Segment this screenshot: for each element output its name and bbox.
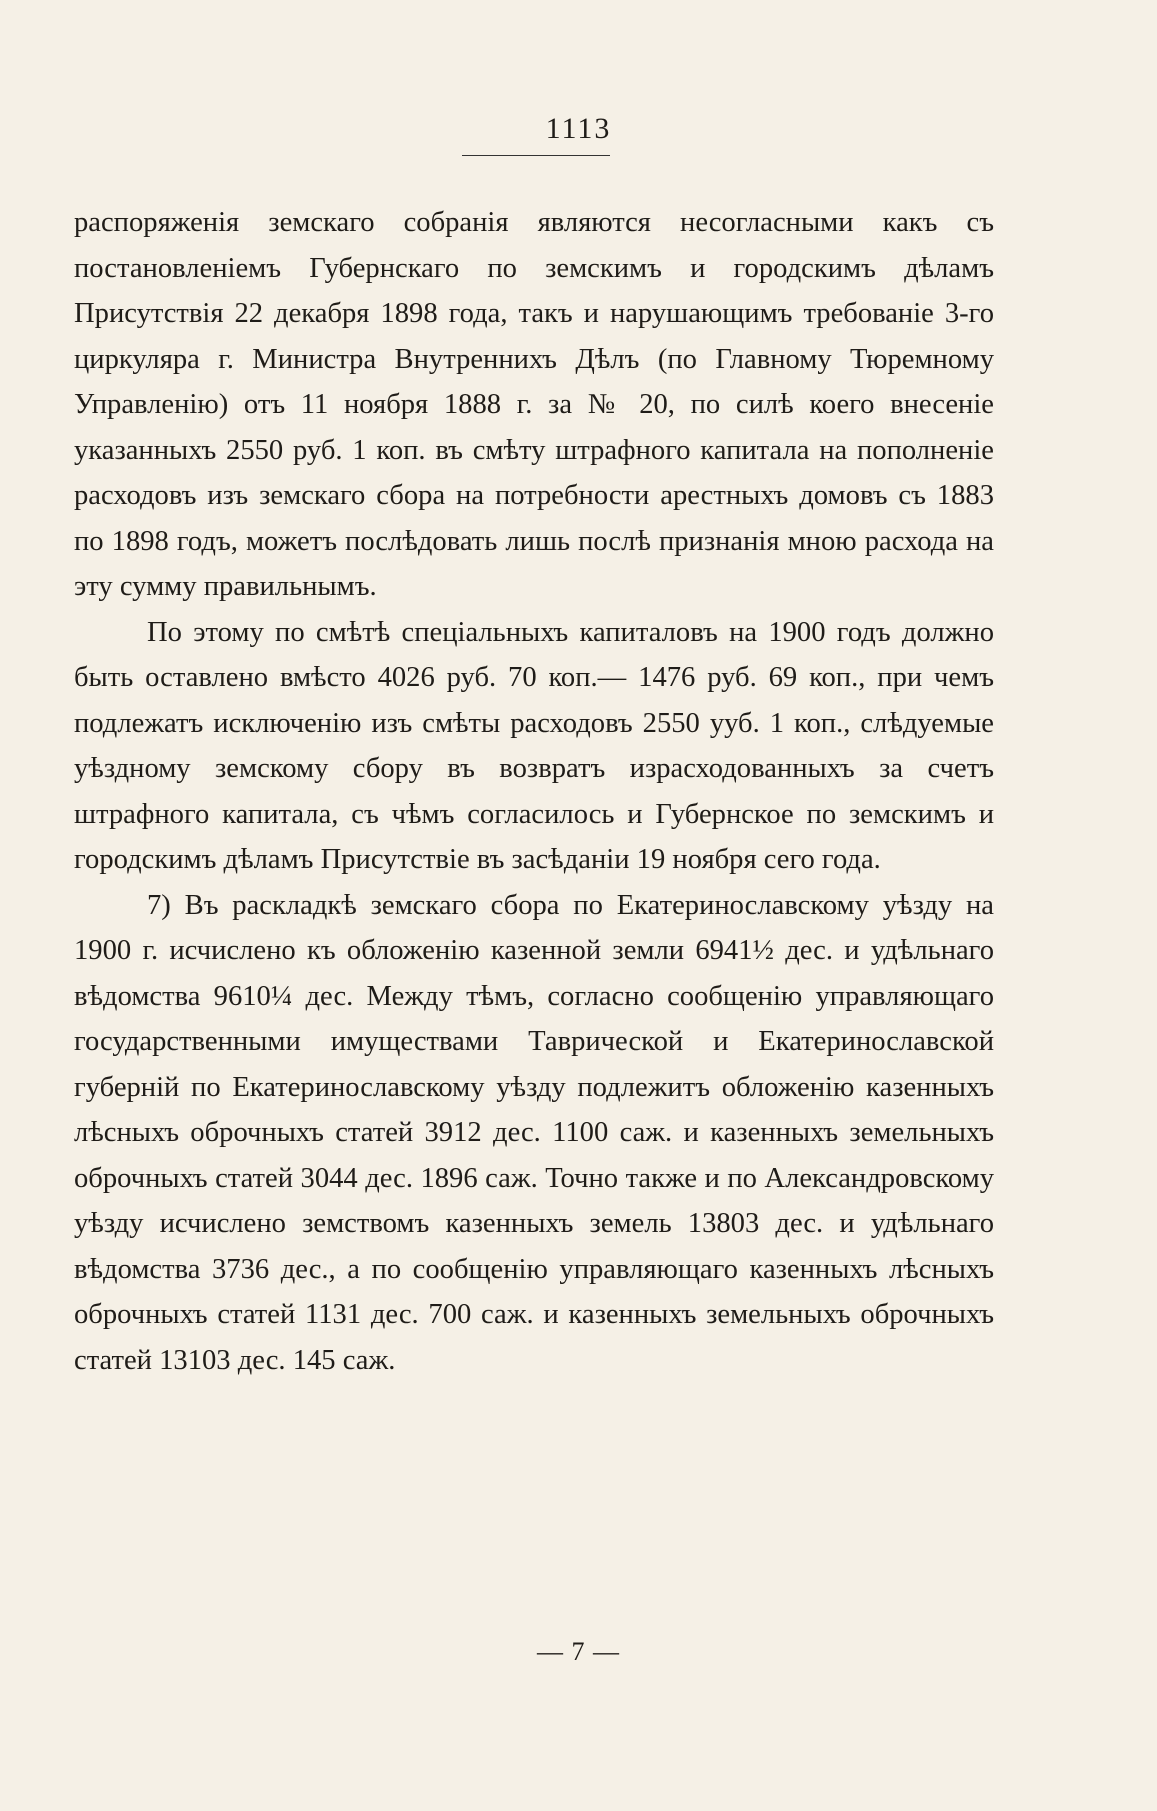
header-rule [462,155,610,156]
body-text [74,200,994,1383]
page-number: 1113 [545,112,612,145]
paragraph: По этому по смѣтѣ спеціальныхъ капиталовъ на 1900 годъ должно быть оставлено вмѣсто 4026 руб. 70 коп.— 1476 руб. 69 коп., при чемъ подлежатъ исключенію изъ смѣты расходовъ 2550 ууб. 1 коп., слѣдуемые уѣздному земскому сбору въ возвратъ израсходованныхъ за счетъ штрафного капитала, съ чѣмъ согласилось и Губернское по земскимъ и городскимъ дѣламъ Присутствіе въ засѣданіи 19 ноября сего года. [74,616,994,875]
paragraph: 7) Въ раскладкѣ земскаго сбора по Екатеринославскому уѣзду на 1900 г. исчислено къ обложенію казенной земли 6941½ дес. и удѣльнаго вѣдомства 9610¼ дес. Между тѣмъ, согласно сообщенію управляющаго государственными имуществами Таврической и Екатеринославской губерній по Екатеринославскому уѣзду подлежитъ обложенію казенныхъ лѣсныхъ оброчныхъ статей 3912 дес. 1100 саж. и казенныхъ земельныхъ оброчныхъ статей 3044 дес. 1896 саж. Точно также и по Александровскому уѣзду исчислено земствомъ казенныхъ земель 13803 дес. и удѣльнаго вѣдомства 3736 дес., а по сообщенію управляющаго казенныхъ лѣсныхъ оброчныхъ статей 1131 дес. 700 саж. и казенныхъ земельныхъ оброчныхъ статей 13103 дес. 145 саж. [74,889,994,1376]
paragraph: распоряженія земскаго собранія являются несогласными какъ съ постановленіемъ Губернскаго по земскимъ и городскимъ дѣламъ Присутствія 22 декабря 1898 года, такъ и нарушающимъ требованіе 3-го циркуляра г. Министра Внутреннихъ Дѣлъ (по Главному Тюремному Управленію) отъ 11 ноября 1888 г. за № 20, по силѣ коего внесеніе указанныхъ 2550 руб. 1 коп. въ смѣту штрафного капитала на пополненіе расходовъ изъ земскаго сбора на потребности арестныхъ домовъ съ 1883 по 1898 годъ, можетъ послѣдовать лишь послѣ признанія мною расхода на эту сумму правильнымъ. [74,207,994,602]
page-footer-marker: — 7 — [537,1637,620,1666]
